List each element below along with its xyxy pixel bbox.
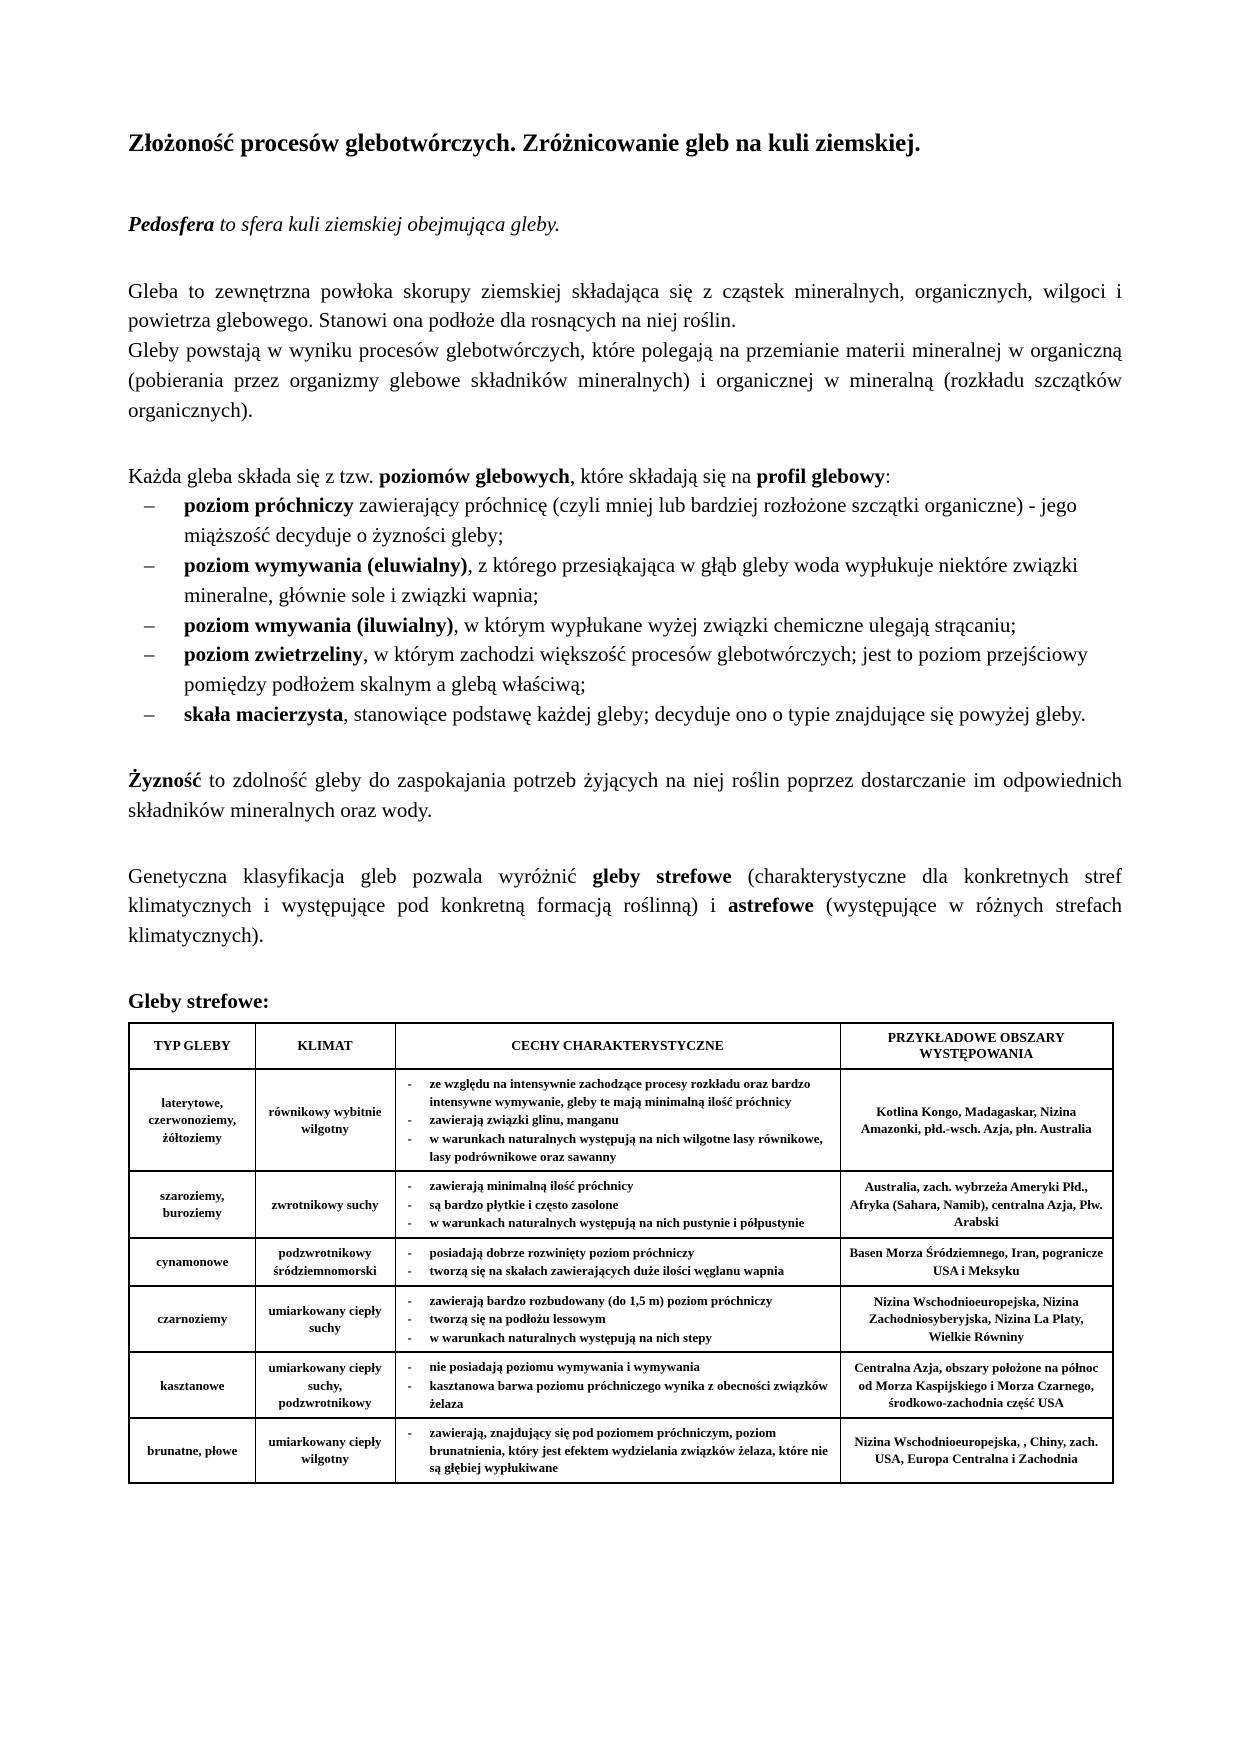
- feature-text: zawierają bardzo rozbudowany (do 1,5 m) poziom próchniczy: [429, 1292, 773, 1308]
- table-row: [129, 1069, 1113, 1171]
- level-text: , z którego przesiąkająca w głąb gleby woda wypłukuje niektóre związki mineralne, głównie sole i związki wapnia;: [184, 553, 1079, 607]
- cell-soil-type: szaroziemy, buroziemy: [129, 1171, 255, 1238]
- dash-marker-icon: -: [407, 1263, 412, 1279]
- feature-item: [402, 1424, 834, 1477]
- kazda-gleba-pre: Każda gleba składa się z tzw.: [128, 463, 380, 488]
- column-header-climate: KLIMAT: [255, 1023, 395, 1069]
- pedosfera-definition: [128, 211, 1122, 238]
- feature-item: [402, 1244, 834, 1262]
- level-text: zawierający próchnicę (czyli mniej lub bardziej rozłożone szczątki organiczne) - jego miąższość decyduje o żyzności gleby;: [184, 493, 1077, 548]
- feature-text: posiadają dobrze rozwinięty poziom próchniczy: [429, 1244, 695, 1260]
- feature-text: nie posiadają poziomu wymywania i wymywania: [429, 1359, 700, 1375]
- dash-marker-icon: -: [407, 1178, 412, 1194]
- feature-item: [402, 1214, 834, 1232]
- dash-marker-icon: -: [407, 1244, 412, 1260]
- level-term: poziom wymywania (eluwialny): [184, 553, 468, 578]
- page-title: Złożoność procesów glebotwórczych. Zróżnicowanie gleb na kuli ziemskiej.: [128, 130, 921, 157]
- dash-marker-icon: –: [144, 702, 155, 727]
- level-term: poziom wmywania (iluwialny): [184, 612, 454, 637]
- feature-item: [402, 1329, 834, 1347]
- cell-soil-type: czarnoziemy: [129, 1286, 255, 1353]
- table-row: [129, 1418, 1113, 1483]
- cell-climate: podzwrotnikowy śródziemnomorski: [255, 1238, 395, 1286]
- table-row: [129, 1238, 1113, 1286]
- dash-marker-icon: -: [407, 1196, 412, 1212]
- term-astrefowe: astrefowe: [727, 893, 814, 918]
- cell-features: [395, 1069, 840, 1171]
- feature-text: w warunkach naturalnych występują na nich wilgotne lasy równikowe, lasy podrównikowe oraz sawanny: [429, 1131, 823, 1164]
- paragraph-gleba: Gleba to zewnętrzna powłoka skorupy ziemskiej składająca się z cząstek mineralnych, organicznych, wilgoci i powietrza glebowego. Stanowi ona podłoże dla rosnących na niej roślin.: [128, 278, 1122, 333]
- level-text: , w którym wypłukane wyżej związki chemiczne ulegają strącaniu;: [453, 612, 1017, 637]
- genetyczna-pre: Genetyczna klasyfikacja gleb pozwala wyróżnić: [128, 863, 593, 888]
- list-item: [128, 611, 1122, 641]
- paragraph-genetyczna: [128, 862, 1122, 951]
- table-header: [129, 1023, 1113, 1069]
- dash-marker-icon: –: [144, 493, 155, 518]
- table-row: [129, 1286, 1113, 1353]
- cell-soil-type: cynamonowe: [129, 1238, 255, 1286]
- feature-text: w warunkach naturalnych występują na nich pustynie i półpustynie: [429, 1215, 805, 1231]
- dash-marker-icon: -: [407, 1425, 412, 1441]
- term-gleby-strefowe: gleby strefowe: [592, 863, 732, 888]
- level-term: poziom zwietrzeliny: [184, 642, 364, 667]
- list-item: [128, 491, 1122, 551]
- cell-features: [395, 1171, 840, 1238]
- feature-item: [402, 1358, 834, 1376]
- cell-soil-type: brunatne, płowe: [129, 1418, 255, 1483]
- features-list: [402, 1177, 834, 1232]
- pedosfera-rest: to sfera kuli ziemskiej obejmująca gleby.: [214, 212, 561, 237]
- feature-item: [402, 1292, 834, 1310]
- kazda-gleba-end: :: [885, 463, 891, 488]
- dash-marker-icon: -: [407, 1311, 412, 1327]
- feature-text: w warunkach naturalnych występują na nich stepy: [429, 1329, 712, 1345]
- features-list: [402, 1244, 834, 1280]
- list-item: [128, 551, 1122, 611]
- table-row: [129, 1352, 1113, 1418]
- cell-areas: Kotlina Kongo, Madagaskar, Nizina Amazonki, płd.-wsch. Azja, płn. Australia: [840, 1069, 1113, 1171]
- cell-climate: zwrotnikowy suchy: [255, 1171, 395, 1238]
- cell-features: [395, 1418, 840, 1483]
- cell-climate: równikowy wybitnie wilgotny: [255, 1069, 395, 1171]
- feature-item: [402, 1377, 834, 1412]
- dash-marker-icon: –: [144, 612, 155, 637]
- table-row: [129, 1171, 1113, 1238]
- dash-marker-icon: -: [407, 1076, 412, 1092]
- zyznosc-text: to zdolność gleby do zaspokajania potrzeb żyjących na niej roślin poprzez dostarczanie im odpowiednich składników mineralnych oraz wody.: [128, 767, 1122, 822]
- cell-areas: Nizina Wschodnioeuropejska, , Chiny, zach. USA, Europa Centralna i Zachodnia: [840, 1418, 1113, 1483]
- pedosfera-term: Pedosfera: [128, 212, 215, 237]
- cell-areas: Nizina Wschodnioeuropejska, Nizina Zachodniosyberyjska, Nizina La Platy, Wielkie Równiny: [840, 1286, 1113, 1353]
- dash-marker-icon: –: [144, 642, 155, 667]
- cell-soil-type: kasztanowe: [129, 1352, 255, 1418]
- table-header-row: [129, 1023, 1113, 1069]
- level-term: poziom próchniczy: [184, 493, 354, 518]
- genetyczna-mid: (charakterystyczne dla konkretnych stref klimatycznych i występujące pod konkretną formacją roślinną) i: [128, 863, 1122, 918]
- term-zyznosc: Żyzność: [128, 767, 202, 792]
- cell-climate: umiarkowany ciepły suchy, podzwrotnikowy: [255, 1352, 395, 1418]
- feature-text: kasztanowa barwa poziomu próchniczego wynika z obecności związków żelaza: [429, 1378, 828, 1411]
- features-list: [402, 1424, 834, 1477]
- term-poziomy-glebowe: poziomów glebowych: [379, 463, 570, 488]
- table-body: [129, 1069, 1113, 1482]
- feature-text: zawierają minimalną ilość próchnicy: [429, 1178, 634, 1194]
- feature-item: [402, 1177, 834, 1195]
- level-text: , stanowiące podstawę każdej gleby; decyduje ono o typie znajdujące się powyżej gleby.: [343, 702, 1086, 727]
- cell-soil-type: laterytowe, czerwonoziemy, żółtoziemy: [129, 1069, 255, 1171]
- dash-marker-icon: -: [407, 1292, 412, 1308]
- features-list: [402, 1358, 834, 1412]
- paragraph-zyznosc: [128, 766, 1122, 826]
- feature-item: [402, 1075, 834, 1110]
- dash-marker-icon: -: [407, 1329, 412, 1345]
- feature-item: [402, 1111, 834, 1129]
- dash-marker-icon: -: [407, 1131, 412, 1146]
- genetyczna-end: (występujące w różnych strefach klimatycznych).: [128, 893, 1122, 948]
- cell-features: [395, 1286, 840, 1353]
- feature-text: są bardzo płytkie i często zasolone: [429, 1196, 619, 1212]
- cell-climate: umiarkowany ciepły suchy: [255, 1286, 395, 1353]
- cell-areas: Centralna Azja, obszary położone na północ od Morza Kaspijskiego i Morza Czarnego, środkowo-zachodnia część USA: [840, 1352, 1113, 1418]
- feature-text: ze względu na intensywnie zachodzące procesy rozkładu oraz bardzo intensywne wymywanie, gleby te mają minimalną ilość próchnicy: [429, 1076, 811, 1109]
- cell-features: [395, 1238, 840, 1286]
- feature-text: tworzą się na skałach zawierających duże ilości węglanu wapnia: [429, 1263, 785, 1279]
- cell-areas: Australia, zach. wybrzeża Ameryki Płd., Afryka (Sahara, Namib), centralna Azja, Płw. Arabski: [840, 1171, 1113, 1238]
- features-list: [402, 1075, 834, 1165]
- level-text: , w którym zachodzi większość procesów glebotwórczych; jest to poziom przejściowy pomiędzy podłożem skalnym a glebą właściwą;: [184, 642, 1088, 697]
- column-header-areas: PRZYKŁADOWE OBSZARY WYSTĘPOWANIA: [840, 1023, 1113, 1069]
- cell-areas: Basen Morza Śródziemnego, Iran, pogranicze USA i Meksyku: [840, 1238, 1113, 1286]
- paragraph-gleby-powstaja: Gleby powstają w wyniku procesów glebotwórczych, które polegają na przemianie materii mineralnej w organiczną (pobierania przez organizmy glebowe składników mineralnych) i organicznej w mineralną (rozkładu szczątków organicznych).: [128, 338, 1122, 422]
- dash-marker-icon: -: [407, 1378, 412, 1394]
- soil-levels-list: [128, 491, 1122, 730]
- dash-marker-icon: –: [144, 553, 155, 578]
- list-item: [128, 640, 1122, 700]
- features-list: [402, 1292, 834, 1347]
- kazda-gleba-mid: , które składają się na: [569, 463, 757, 488]
- cell-features: [395, 1352, 840, 1418]
- feature-item: [402, 1310, 834, 1328]
- term-profil-glebowy: profil glebowy: [756, 463, 886, 488]
- feature-text: tworzą się na podłożu lessowym: [429, 1311, 606, 1327]
- dash-marker-icon: -: [407, 1215, 412, 1231]
- dash-marker-icon: -: [407, 1112, 412, 1128]
- list-item: [128, 700, 1122, 730]
- cell-climate: umiarkowany ciepły wilgotny: [255, 1418, 395, 1483]
- paragraph-kazda-gleba: [128, 462, 1122, 492]
- feature-item: [402, 1196, 834, 1214]
- feature-item: [402, 1130, 834, 1165]
- dash-marker-icon: -: [407, 1359, 412, 1375]
- feature-item: [402, 1262, 834, 1280]
- column-header-features: CECHY CHARAKTERYSTYCZNE: [395, 1023, 840, 1069]
- table-heading: Gleby strefowe:: [128, 988, 270, 1013]
- feature-text: zawierają związki glinu, manganu: [429, 1112, 619, 1128]
- zonal-soils-table: [128, 1022, 1114, 1484]
- column-header-soil-type: TYP GLEBY: [129, 1023, 255, 1069]
- feature-text: zawierają, znajdujący się pod poziomem próchniczym, poziom brunatnienia, który jest efektem wydzielania związków żelaza, które nie są głębiej wypłukiwane: [429, 1425, 828, 1476]
- level-term: skała macierzysta: [184, 702, 344, 727]
